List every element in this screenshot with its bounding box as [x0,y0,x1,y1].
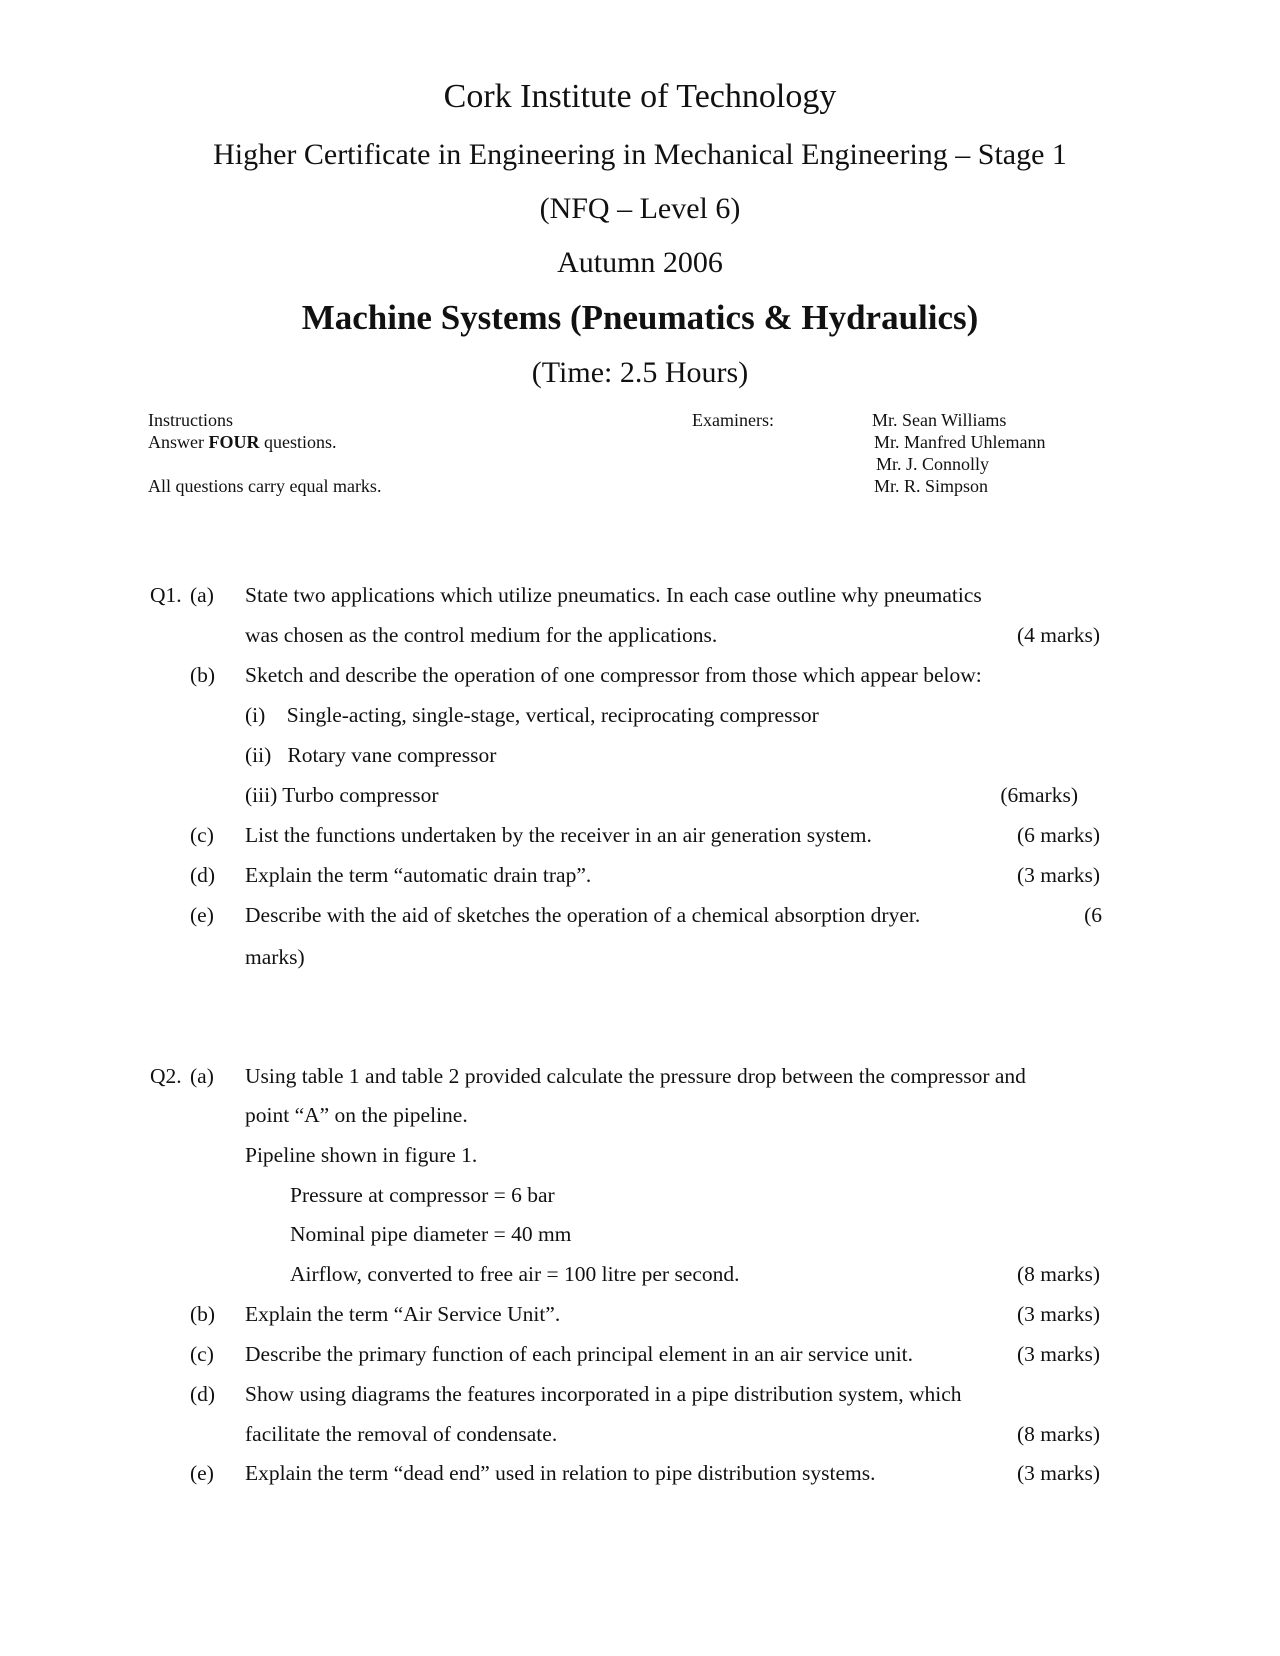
marks: (6 marks) [1017,823,1100,847]
exam-duration: (Time: 2.5 Hours) [531,356,749,389]
examiner-name: Mr. R. Simpson [874,476,989,496]
marks: (6marks) [1000,783,1078,807]
question-text: Using table 1 and table 2 provided calculate the pressure drop between the compressor and [245,1064,1026,1088]
part-label: (d) [190,863,216,887]
question-text: Pipeline shown in figure 1. [245,1143,478,1167]
marks: (3 marks) [1017,1302,1100,1326]
question-text: Explain the term “automatic drain trap”. [245,863,592,887]
part-label: (e) [190,1461,214,1485]
parameter: Pressure at compressor = 6 bar [290,1183,555,1207]
question-label: Q1. [150,583,182,607]
question-text: point “A” on the pipeline. [245,1103,468,1127]
part-label: (c) [190,823,214,847]
question-text: Show using diagrams the features incorporated in a pipe distribution system, which [245,1382,962,1406]
subject-title: Machine Systems (Pneumatics & Hydraulics) [301,298,979,337]
instructions-title: Instructions [148,410,233,430]
nfq-level: (NFQ – Level 6) [539,192,741,225]
marks: (8 marks) [1017,1262,1100,1286]
question-text: Describe with the aid of sketches the operation of a chemical absorption dryer. [245,903,921,927]
sub-item: (iii) Turbo compressor [245,783,439,807]
question-text: Explain the term “Air Service Unit”. [245,1302,561,1326]
programme-title: Higher Certificate in Engineering in Mechanical Engineering – Stage 1 [213,138,1067,171]
marks: (4 marks) [1017,623,1100,647]
question-label: Q2. [150,1064,182,1088]
part-label: (d) [190,1382,216,1406]
part-label: (c) [190,1342,214,1366]
marks: (6 [1084,903,1102,927]
exam-session: Autumn 2006 [557,246,723,279]
marks: (3 marks) [1017,1342,1100,1366]
part-label: (b) [190,1302,216,1326]
question-text: Sketch and describe the operation of one compressor from those which appear below: [245,663,982,687]
part-label: (a) [190,1064,214,1088]
part-label: (b) [190,663,216,687]
examiner-name: Mr. J. Connolly [876,454,990,474]
institute-title: Cork Institute of Technology [443,78,837,115]
marks: marks) [245,945,305,969]
part-label: (a) [190,583,214,607]
examiners-label: Examiners: [692,410,774,430]
question-text: List the functions undertaken by the receiver in an air generation system. [245,823,872,847]
question-text: State two applications which utilize pneumatics. In each case outline why pneumatics [245,583,982,607]
marks: (3 marks) [1017,863,1100,887]
part-label: (e) [190,903,214,927]
sub-item: (ii) Rotary vane compressor [245,743,497,767]
marks: (3 marks) [1017,1461,1100,1485]
parameter: Nominal pipe diameter = 40 mm [290,1222,572,1246]
question-text: facilitate the removal of condensate. [245,1422,558,1446]
parameter: Airflow, converted to free air = 100 litre per second. [290,1262,740,1286]
marks: (8 marks) [1017,1422,1100,1446]
examiner-name: Mr. Sean Williams [872,410,1007,430]
question-text: Explain the term “dead end” used in relation to pipe distribution systems. [245,1461,876,1485]
question-text: was chosen as the control medium for the applications. [245,623,718,647]
sub-item: (i) Single-acting, single-stage, vertical, reciprocating compressor [245,703,819,727]
question-text: Describe the primary function of each principal element in an air service unit. [245,1342,914,1366]
examiner-name: Mr. Manfred Uhlemann [874,432,1046,452]
equal-marks-note: All questions carry equal marks. [148,476,382,496]
answer-instruction: Answer FOUR questions. [148,432,337,452]
